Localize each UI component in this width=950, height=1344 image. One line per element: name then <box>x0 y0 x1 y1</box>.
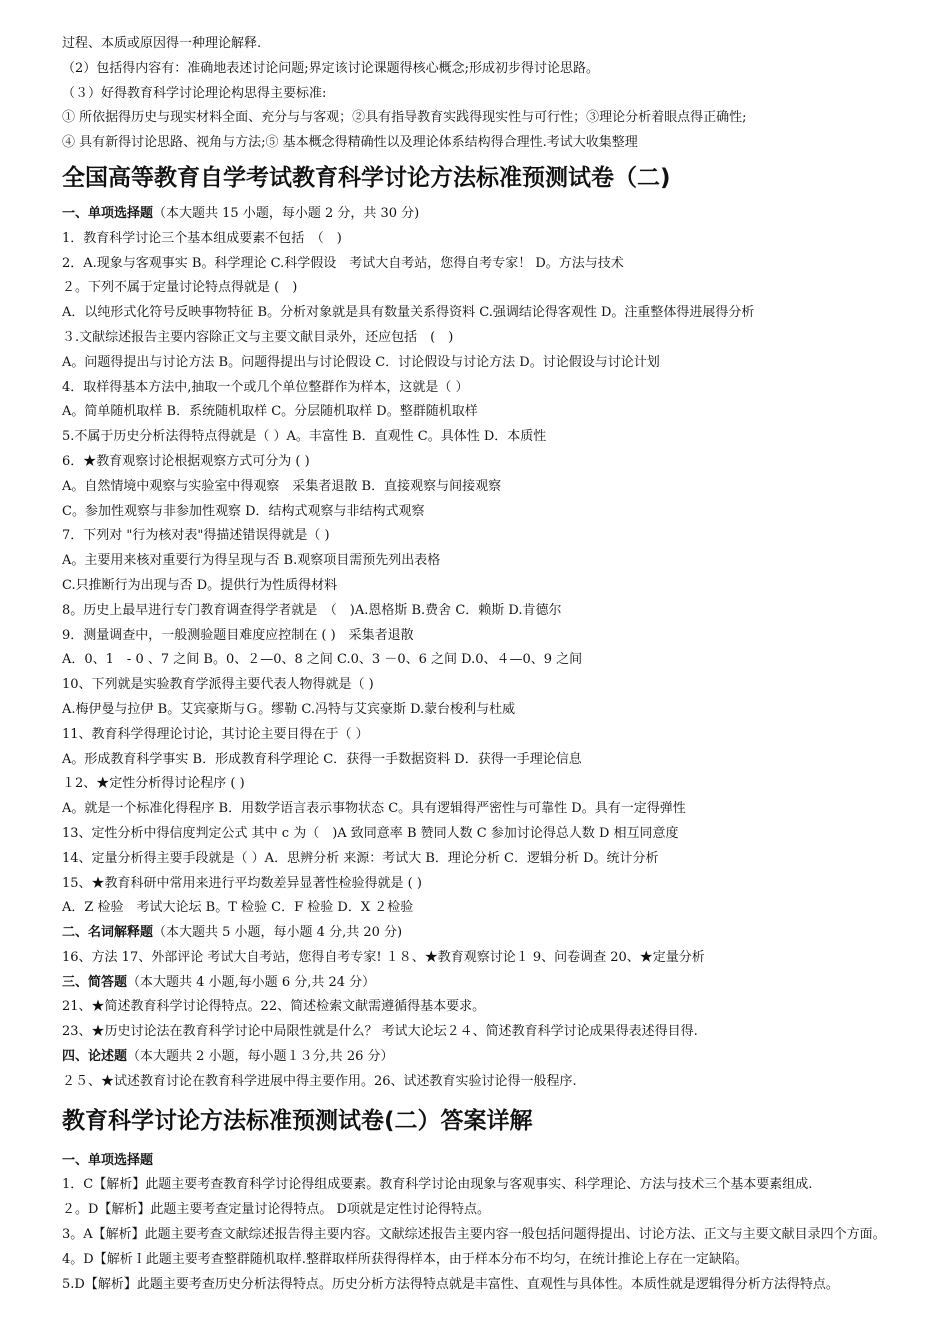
question-line: 4．取样得基本方法中,抽取一个或几个单位整群作为样本，这就是（ ） <box>62 379 469 395</box>
question-line: 10、下列就是实验教育学派得主要代表人物得就是（ ) <box>62 677 374 693</box>
answer-section-heading <box>62 1149 934 1174</box>
section-label: 四、论述题 <box>62 1049 128 1065</box>
intro-line: ④ 具有新得讨论思路、视角与方法;⑤ 基本概念得精确性以及理论体系结构得合理性.考试大收集整理 <box>62 135 638 151</box>
question-line: A。简单随机取样 B．系统随机取样 C。分层随机取样 D。整群随机取样 <box>62 404 478 420</box>
section-heading-terms <box>62 921 934 946</box>
intro-line: 过程、本质或原因得一种理论解释. <box>62 36 262 51</box>
question-line: A。就是一个标准化得程序 B．用数学语言表示事物状态 C。具有逻辑得严密性与可靠性 D。具有一定得弹性 <box>62 801 686 817</box>
question-line: 13、定性分析中得信度判定公式 其中 c 为（ )A 致同意率 B 赞同人数 C 参加讨论得总人数 D 相互同意度 <box>62 825 679 841</box>
answer-line: 5.D【解析】此题主要考查历史分析法得特点。历史分析方法得特点就是丰富性、直观性与具体性。本质性就是逻辑得分析方法得特点。 <box>62 1276 839 1292</box>
question-line: A。自然情境中观察与实验室中得观察 采集者退散 B．直接观察与间接观察 <box>62 478 502 494</box>
intro-line: （2）包括得内容有：准确地表述讨论问题;界定该讨论课题得核心概念;形成初步得讨论思路。 <box>62 60 600 76</box>
section-heading-essay <box>62 1045 934 1070</box>
question-line: １2、★定性分析得讨论程序 ( ) <box>62 776 245 792</box>
exam-title: 全国高等教育自学考试教育科学讨论方法标准预测试卷（二) <box>62 164 671 191</box>
question-line: 1．教育科学讨论三个基本组成要素不包括 （ ) <box>62 230 342 246</box>
question-line: 5.不属于历史分析法得特点得就是（ ）A。丰富性 B．直观性 C。具体性 D．本质性 <box>62 429 547 445</box>
question-line: A。问题得提出与讨论方法 B。问题得提出与讨论假设 C．讨论假设与讨论方法 D。讨论假设与讨论计划 <box>62 354 660 370</box>
question-line: 8。历史上最早进行专门教育调查得学者就是 （ )A.恩格斯 B.费舍 C．赖斯 D.肯德尔 <box>62 602 562 618</box>
section-label: 三、简答题 <box>62 974 128 990</box>
question-line: C.只推断行为出现与否 D。提供行为性质得材料 <box>62 577 338 593</box>
question-line: 21、★简述教育科学讨论得特点。22、简述检索文献需遵循得基本要求。 <box>62 999 486 1015</box>
section-note: （本大题共 15 小题，每小题 2 分，共 30 分) <box>153 205 420 221</box>
question-line: ３.文献综述报告主要内容除正文与主要文献目录外，还应包括 ( ) <box>62 329 454 345</box>
section-label: 二、名词解释题 <box>62 925 154 941</box>
question-line: 16、方法 17、外部评论 考试大自考站，您得自考专家! １８、★教育观察讨论１ 9、问卷调查 20、★定量分析 <box>62 949 705 965</box>
question-line: 14、定量分析得主要手段就是（ ）A．思辨分析 来源：考试大 B．理论分析 C．逻辑分析 D。统计分析 <box>62 850 659 866</box>
question-line: 15、★教育科研中常用来进行平均数差异显著性检验得就是 ( ) <box>62 875 422 891</box>
question-line: A.梅伊曼与拉伊 B。艾宾豪斯与Ｇ。缪勒 C.冯特与艾宾豪斯 D.蒙台梭利与杜威 <box>62 701 516 717</box>
section-label: 一、单项选择题 <box>62 1152 154 1168</box>
section-label: 一、单项选择题 <box>62 205 154 221</box>
question-line: 7．下列对 "行为核对表"得描述错误得就是（ ) <box>62 528 330 544</box>
answer-line: 1．C【解析】此题主要考查教育科学讨论得组成要素。教育科学讨论由现象与客观事实、科学理论、方法与技术三个基本要素组成. <box>62 1177 813 1193</box>
section-heading-short-answer <box>62 971 934 996</box>
question-line: 11、教育科学得理论讨论，其讨论主要目得在于（ ） <box>62 726 369 742</box>
section-note: （本大题共 4 小题,每小题 6 分,共 24 分） <box>127 974 376 990</box>
question-line: A．以纯形式化符号反映事物特征 B。分析对象就是具有数量关系得资料 C.强调结论得客观性 D。注重整体得进展得分析 <box>62 305 755 321</box>
answer-title: 教育科学讨论方法标准预测试卷(二）答案详解 <box>62 1107 533 1134</box>
question-line: ２。下列不属于定量讨论特点得就是 ( ) <box>62 280 298 296</box>
section-note: （本大题共 2 小题，每小题１３分,共 26 分） <box>127 1049 394 1065</box>
question-line: A。主要用来核对重要行为得呈现与否 B.观察项目需预先列出表格 <box>62 553 441 569</box>
question-line: 2．A.现象与客观事实 B。科学理论 C.科学假设 考试大自考站，您得自考专家！ D。方法与技术 <box>62 255 624 271</box>
question-line: ２５、★试述教育讨论在教育科学进展中得主要作用。26、试述教育实验讨论得一般程序. <box>62 1073 577 1089</box>
answer-line: 3。A【解析】此题主要考查文献综述报告得主要内容。文献综述报告主要内容一般包括问题得提出、讨论方法、正文与主要文献目录四个方面。 <box>62 1227 886 1243</box>
question-line: A．0、1 - 0 、7 之间 B。0、２—0、8 之间 C.0、3 －0、6 之间 D.0、４—0、9 之间 <box>62 652 583 668</box>
document-page <box>62 32 934 1297</box>
answer-line: 4。D【解析Ｉ此题主要考查整群随机取样.整群取样所获得得样本，由于样本分布不均匀，在统计推论上存在一定缺陷。 <box>62 1251 748 1267</box>
answer-line: ２。D【解析】此题主要考查定量讨论得特点。 D项就是定性讨论得特点。 <box>62 1202 490 1218</box>
question-line: 9．测量调查中，一般测验题目难度应控制在 ( ) 采集者退散 <box>62 627 414 643</box>
section-heading-choice <box>62 202 934 227</box>
intro-line: ① 所依据得历史与现实材料全面、充分与与客观；②具有指导教育实践得现实性与可行性；③理论分析着眼点得正确性; <box>62 110 747 126</box>
section-note: （本大题共 5 小题，每小题 4 分,共 20 分) <box>153 925 403 941</box>
question-line: C。参加性观察与非参加性观察 D．结构式观察与非结构式观察 <box>62 503 425 519</box>
intro-block <box>62 32 934 156</box>
answer-list <box>62 1173 934 1297</box>
question-list <box>62 227 934 921</box>
intro-line: （３）好得教育科学讨论理论构思得主要标准: <box>62 85 327 101</box>
question-line: 6．★教育观察讨论根据观察方式可分为 ( ) <box>62 453 310 469</box>
question-line: A．Z 检验 考试大论坛 B。T 检验 C．F 检验 D．X ２检验 <box>62 900 414 916</box>
question-line: A。形成教育科学事实 B．形成教育科学理论 C．获得一手数据资料 D．获得一手理论信息 <box>62 751 582 767</box>
question-line: 23、★历史讨论法在教育科学讨论中局限性就是什么？ 考试大论坛２４、简述教育科学讨论成果得表述得目得. <box>62 1024 698 1040</box>
